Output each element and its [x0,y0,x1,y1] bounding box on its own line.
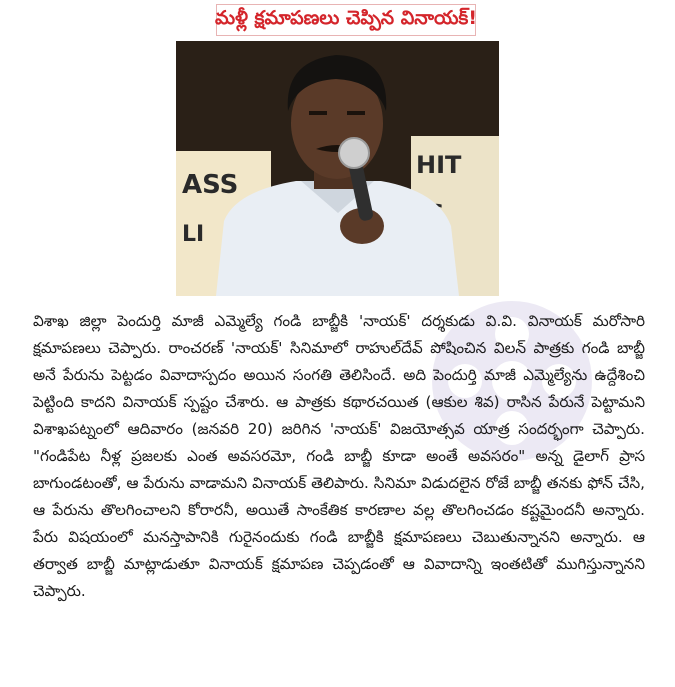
article-body: విశాఖ జిల్లా పెందుర్తి మాజీ ఎమ్మెల్యే గండి బాబ్జీకి 'నాయక్' దర్శకుడు వి.వి. వినాయక్ మరోసారి క్షమాపణలు చెప్పారు. రాంచరణ్ 'నాయక్' సినిమాలో రాహుల్‌దేవ్ పోషించిన విలన్ పాత్రకు గండి బాబ్జీ అనే పేరును పెట్టడం వివాదాస్పదం అయిన సంగతి తెలిసిందే. అది పెందుర్తి మాజీ ఎమ్మెల్యేను ఉద్దేశించి పెట్టింది కాదని వినాయక్ స్పష్టం చేశారు. ఆ పాత్రకు కథారచయిత (ఆకుల శివ) రాసిన పేరునే పెట్టామని విశాఖపట్నంలో ఆదివారం (జనవరి 20) జరిగిన 'నాయక్' విజయోత్సవ యాత్ర సందర్భంగా చెప్పారు. "గండిపేట నీళ్ల ప్రజలకు ఎంత అవసరమో, గండి బాబ్జీ కూడా అంతే అవసరం" అన్న డైలాగ్ ప్రాస బాగుండటంతో, ఆ పేరును వాడామని వినాయక్ తెలిపారు. సినిమా విడుదలైన రోజే బాబ్జీ తనకు ఫోన్ చేసి, ఆ పేరును తొలగించాలని కోరారనీ, అయితే సాంకేతిక కారణాల వల్ల తొలగించడం కష్టమైందనీ అన్నారు. పేరు విషయంలో మనస్తాపానికి గురైనందుకు గండి బాబ్జీకి క్షమాపణలు చెబుతున్నానని అన్నారు. ఆ తర్వాత బాబ్జీ మాట్లాడుతూ వినాయక్ క్షమాపణ చెప్పడంతో ఆ వివాదాన్ని ఇంతటితో ముగిస్తున్నానని చెప్పారు. [33,312,645,600]
svg-text:HIT: HIT [416,151,462,179]
headline: మళ్లీ క్షమాపణలు చెప్పిన వినాయక్! [215,6,477,29]
portrait-photo-icon [176,41,499,296]
headline-box [216,4,476,36]
article-photo [176,41,499,296]
svg-text:ASS: ASS [182,170,239,200]
svg-text:LI: LI [182,222,205,247]
